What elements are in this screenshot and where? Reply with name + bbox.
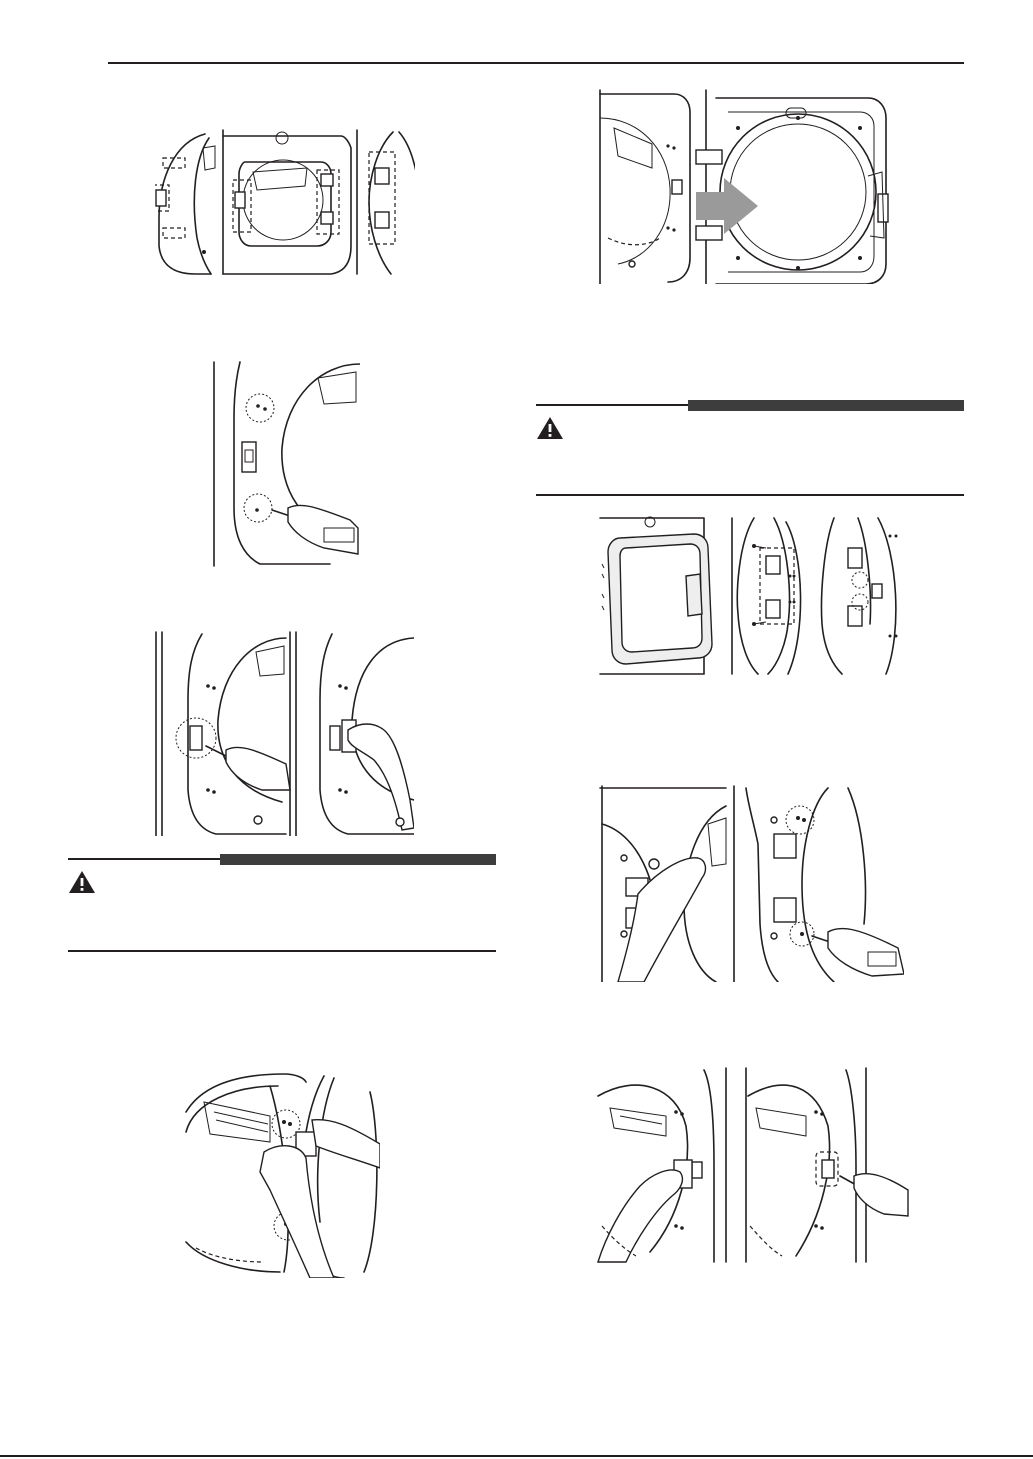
figure-remove-lower-screw: [210, 358, 360, 568]
warning-box-1: [68, 858, 496, 954]
header-rule: [108, 62, 964, 64]
figure-install-hinge: [598, 784, 904, 982]
figure-hinge-locations: [155, 128, 415, 276]
figure-remove-hinge-screws: [184, 1072, 380, 1278]
warning-box-2: [536, 404, 964, 498]
warning-triangle-icon: [536, 416, 564, 440]
footer-rule: [0, 1455, 1033, 1457]
warning-triangle-icon: [68, 870, 96, 894]
figure-hinge-swap: [598, 514, 904, 676]
figure-install-latch-plate: [596, 1066, 912, 1266]
figure-door-flip-arrow: [598, 88, 890, 284]
figure-remove-latch-plate: [152, 630, 414, 836]
